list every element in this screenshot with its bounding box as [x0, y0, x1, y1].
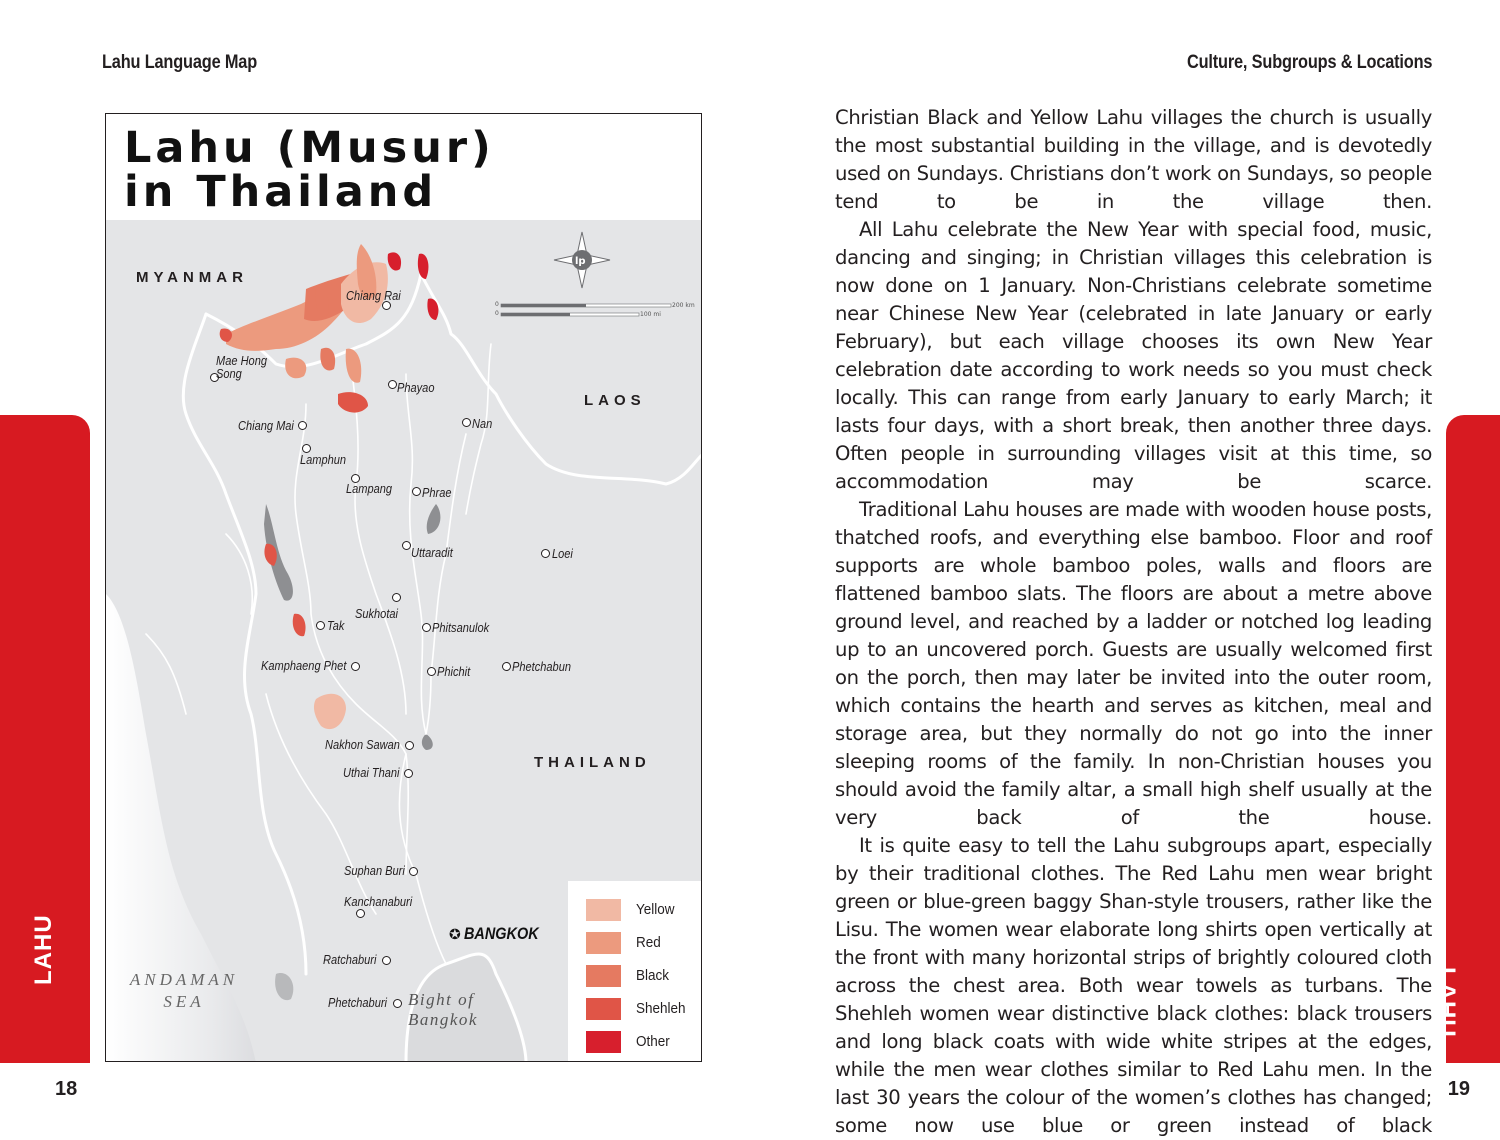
map-title-line-2: in Thailand: [124, 167, 438, 217]
side-tab-right: [1433, 415, 1500, 1063]
legend-swatch-yellow: [586, 899, 621, 921]
paragraph: Christian Black and Yellow Lahu villages the church is usually the most substantial building in the village, and is devotedly used on Sundays. Christians don’t work on Sundays, so people tend to be in the village then.: [835, 106, 1432, 213]
place-dot: [388, 380, 397, 389]
place-dot: [422, 623, 431, 632]
side-tab-label-left: LAHU: [30, 914, 57, 985]
place-dot: [409, 867, 418, 876]
place-mae-hong-son: Mae Hong Song: [216, 353, 267, 381]
place-dot: [404, 769, 413, 778]
place-nakhon-sawan: Nakhon Sawan: [325, 737, 400, 752]
capital-star-icon: ✪: [449, 926, 461, 942]
place-chiang-rai: Chiang Rai: [346, 288, 401, 303]
legend-swatch-black: [586, 965, 621, 987]
scale-zero-km: 0: [495, 301, 499, 308]
place-uthai-thani: Uthai Thani: [343, 765, 400, 780]
place-dot: [405, 741, 414, 750]
country-myanmar: MYANMAR: [136, 269, 248, 286]
river: [351, 364, 406, 714]
map-title-area: [106, 114, 701, 220]
place-dot: [502, 662, 511, 671]
scale-km: 200 km: [672, 302, 695, 309]
place-nan: Nan: [472, 416, 493, 431]
area-red: [346, 349, 362, 383]
area-shehleh: [293, 614, 306, 636]
place-ratchaburi: Ratchaburi: [323, 952, 377, 967]
legend-label-red: Red: [636, 934, 661, 951]
page-number-left: 18: [55, 1078, 78, 1100]
legend-label-yellow: Yellow: [636, 901, 675, 918]
area-red: [285, 358, 306, 379]
island: [275, 973, 293, 1000]
legend-swatch-shehleh: [586, 998, 621, 1020]
paragraph: Traditional Lahu houses are made with wooden house posts, thatched roofs, and everything else bamboo. Floor and roof supports are whole bamboo poles, walls and floors are flattened bamboo slats. The floors are about a metre above ground level, and reached by a ladder or notched log leading up to an uncovered porch. Guests are usually welcomed first on the porch, then may later be invited into the outer room, which contains the hearth and serves as kitchen, meal and storage area, but they normally do not go into the inner sleeping rooms of the family. In non-Christian houses you should avoid the family altar, a small high shelf usually at the very back of the house.: [835, 498, 1432, 829]
border-west: [183, 314, 306, 974]
body-text: [835, 104, 1432, 1140]
area-yellow: [314, 694, 346, 729]
place-kamphaeng-phet: Kamphaeng Phet: [261, 658, 347, 673]
river: [226, 534, 252, 614]
area-other: [388, 252, 401, 270]
place-kanchanaburi: Kanchanaburi: [344, 894, 413, 909]
place-lamphun: Lamphun: [300, 452, 347, 467]
compass-label: lp: [575, 256, 586, 267]
running-head-right: Culture, Subgroups & Locations: [1186, 52, 1432, 73]
place-phayao: Phayao: [397, 380, 435, 395]
lake: [427, 504, 441, 534]
country-laos: LAOS: [584, 392, 646, 409]
place-dot: [351, 662, 360, 671]
place-dot: [427, 667, 436, 676]
map-title-line-1: Lahu (Musur): [124, 123, 495, 173]
river: [146, 634, 186, 714]
place-dot: [392, 593, 401, 602]
place-suphan-buri: Suphan Buri: [344, 863, 405, 878]
page-number-right: 19: [1447, 1078, 1470, 1100]
map-title: [124, 123, 495, 217]
country-thailand: THAILAND: [534, 754, 651, 771]
sea-andaman: ANDAMAN SEA: [129, 970, 239, 1011]
area-black: [320, 348, 335, 371]
area-shehleh: [338, 392, 368, 412]
place-phetchabun: Phetchabun: [512, 659, 571, 674]
place-chiang-mai: Chiang Mai: [238, 418, 294, 433]
running-head-left: Lahu Language Map: [102, 52, 258, 73]
scale-mi: 100 mi: [640, 311, 661, 318]
legend-swatch-red: [586, 932, 621, 954]
place-sukhotai: Sukhotai: [355, 606, 399, 621]
lahu-map: [105, 113, 702, 1062]
place-dot: [402, 541, 411, 550]
place-phrae: Phrae: [422, 485, 452, 500]
paragraph: It is quite easy to tell the Lahu subgroups apart, especially by their traditional clothes. The Red Lahu men wear bright green or blue-green baggy Shan-style trousers, rather like the Lisu. The women wear elaborate long shirts open vertically at the front with many horizontal strips of brightly coloured cloth across the chest area. Both wear towels as turbans. The Shehleh women wear distinctive black clothes: black trousers and long black coats with wide white stripes at the edges, while the men wear clothes similar to Red Lahu men. In the last 30 years the colour of the women’s clothes has changed; some now use blue or green instead of black: [835, 834, 1432, 1137]
place-dot: [356, 909, 365, 918]
legend-label-black: Black: [636, 967, 670, 984]
map-legend: [568, 881, 702, 1062]
place-lampang: Lampang: [346, 481, 393, 496]
place-dot: [298, 421, 307, 430]
place-dot: [541, 549, 550, 558]
place-dot: [382, 956, 391, 965]
place-dot: [316, 621, 325, 630]
legend-label-other: Other: [636, 1033, 670, 1050]
place-dot: [412, 487, 421, 496]
river: [266, 694, 376, 914]
place-phitsanulok: Phitsanulok: [432, 620, 490, 635]
side-tab-left: [0, 415, 90, 1063]
legend-swatch-other: [586, 1031, 621, 1053]
capital-bangkok: BANGKOK: [464, 924, 539, 943]
place-phichit: Phichit: [437, 664, 471, 679]
place-phetchaburi: Phetchaburi: [328, 995, 387, 1010]
river: [426, 434, 466, 734]
scale-zero-mi: 0: [495, 310, 499, 317]
paragraph: All Lahu celebrate the New Year with special food, music, dancing and singing; in Christian villages this celebration is now done on 1 January. Non-Christians celebrate sometime near Chinese New Year (celebrated in late January or early February), but each village chooses its own New Year celebration date according to work needs so you must check locally. This can range from early January to early March; it lasts four days, with a short break, then another three days. Often people in surrounding villages visit at this time, so accommodation may be scarce.: [835, 218, 1432, 493]
lake: [422, 734, 433, 750]
place-dot: [393, 999, 402, 1008]
place-loei: Loei: [552, 546, 573, 561]
place-uttaradit: Uttaradit: [411, 545, 453, 560]
side-tab-label-right: LAHU: [1433, 967, 1460, 1038]
legend-label-shehleh: Shehleh: [636, 1000, 686, 1017]
bay-bangkok: Bight of Bangkok: [408, 990, 478, 1029]
place-dot: [462, 418, 471, 427]
area-shehleh: [220, 328, 232, 342]
place-tak: Tak: [327, 618, 345, 633]
